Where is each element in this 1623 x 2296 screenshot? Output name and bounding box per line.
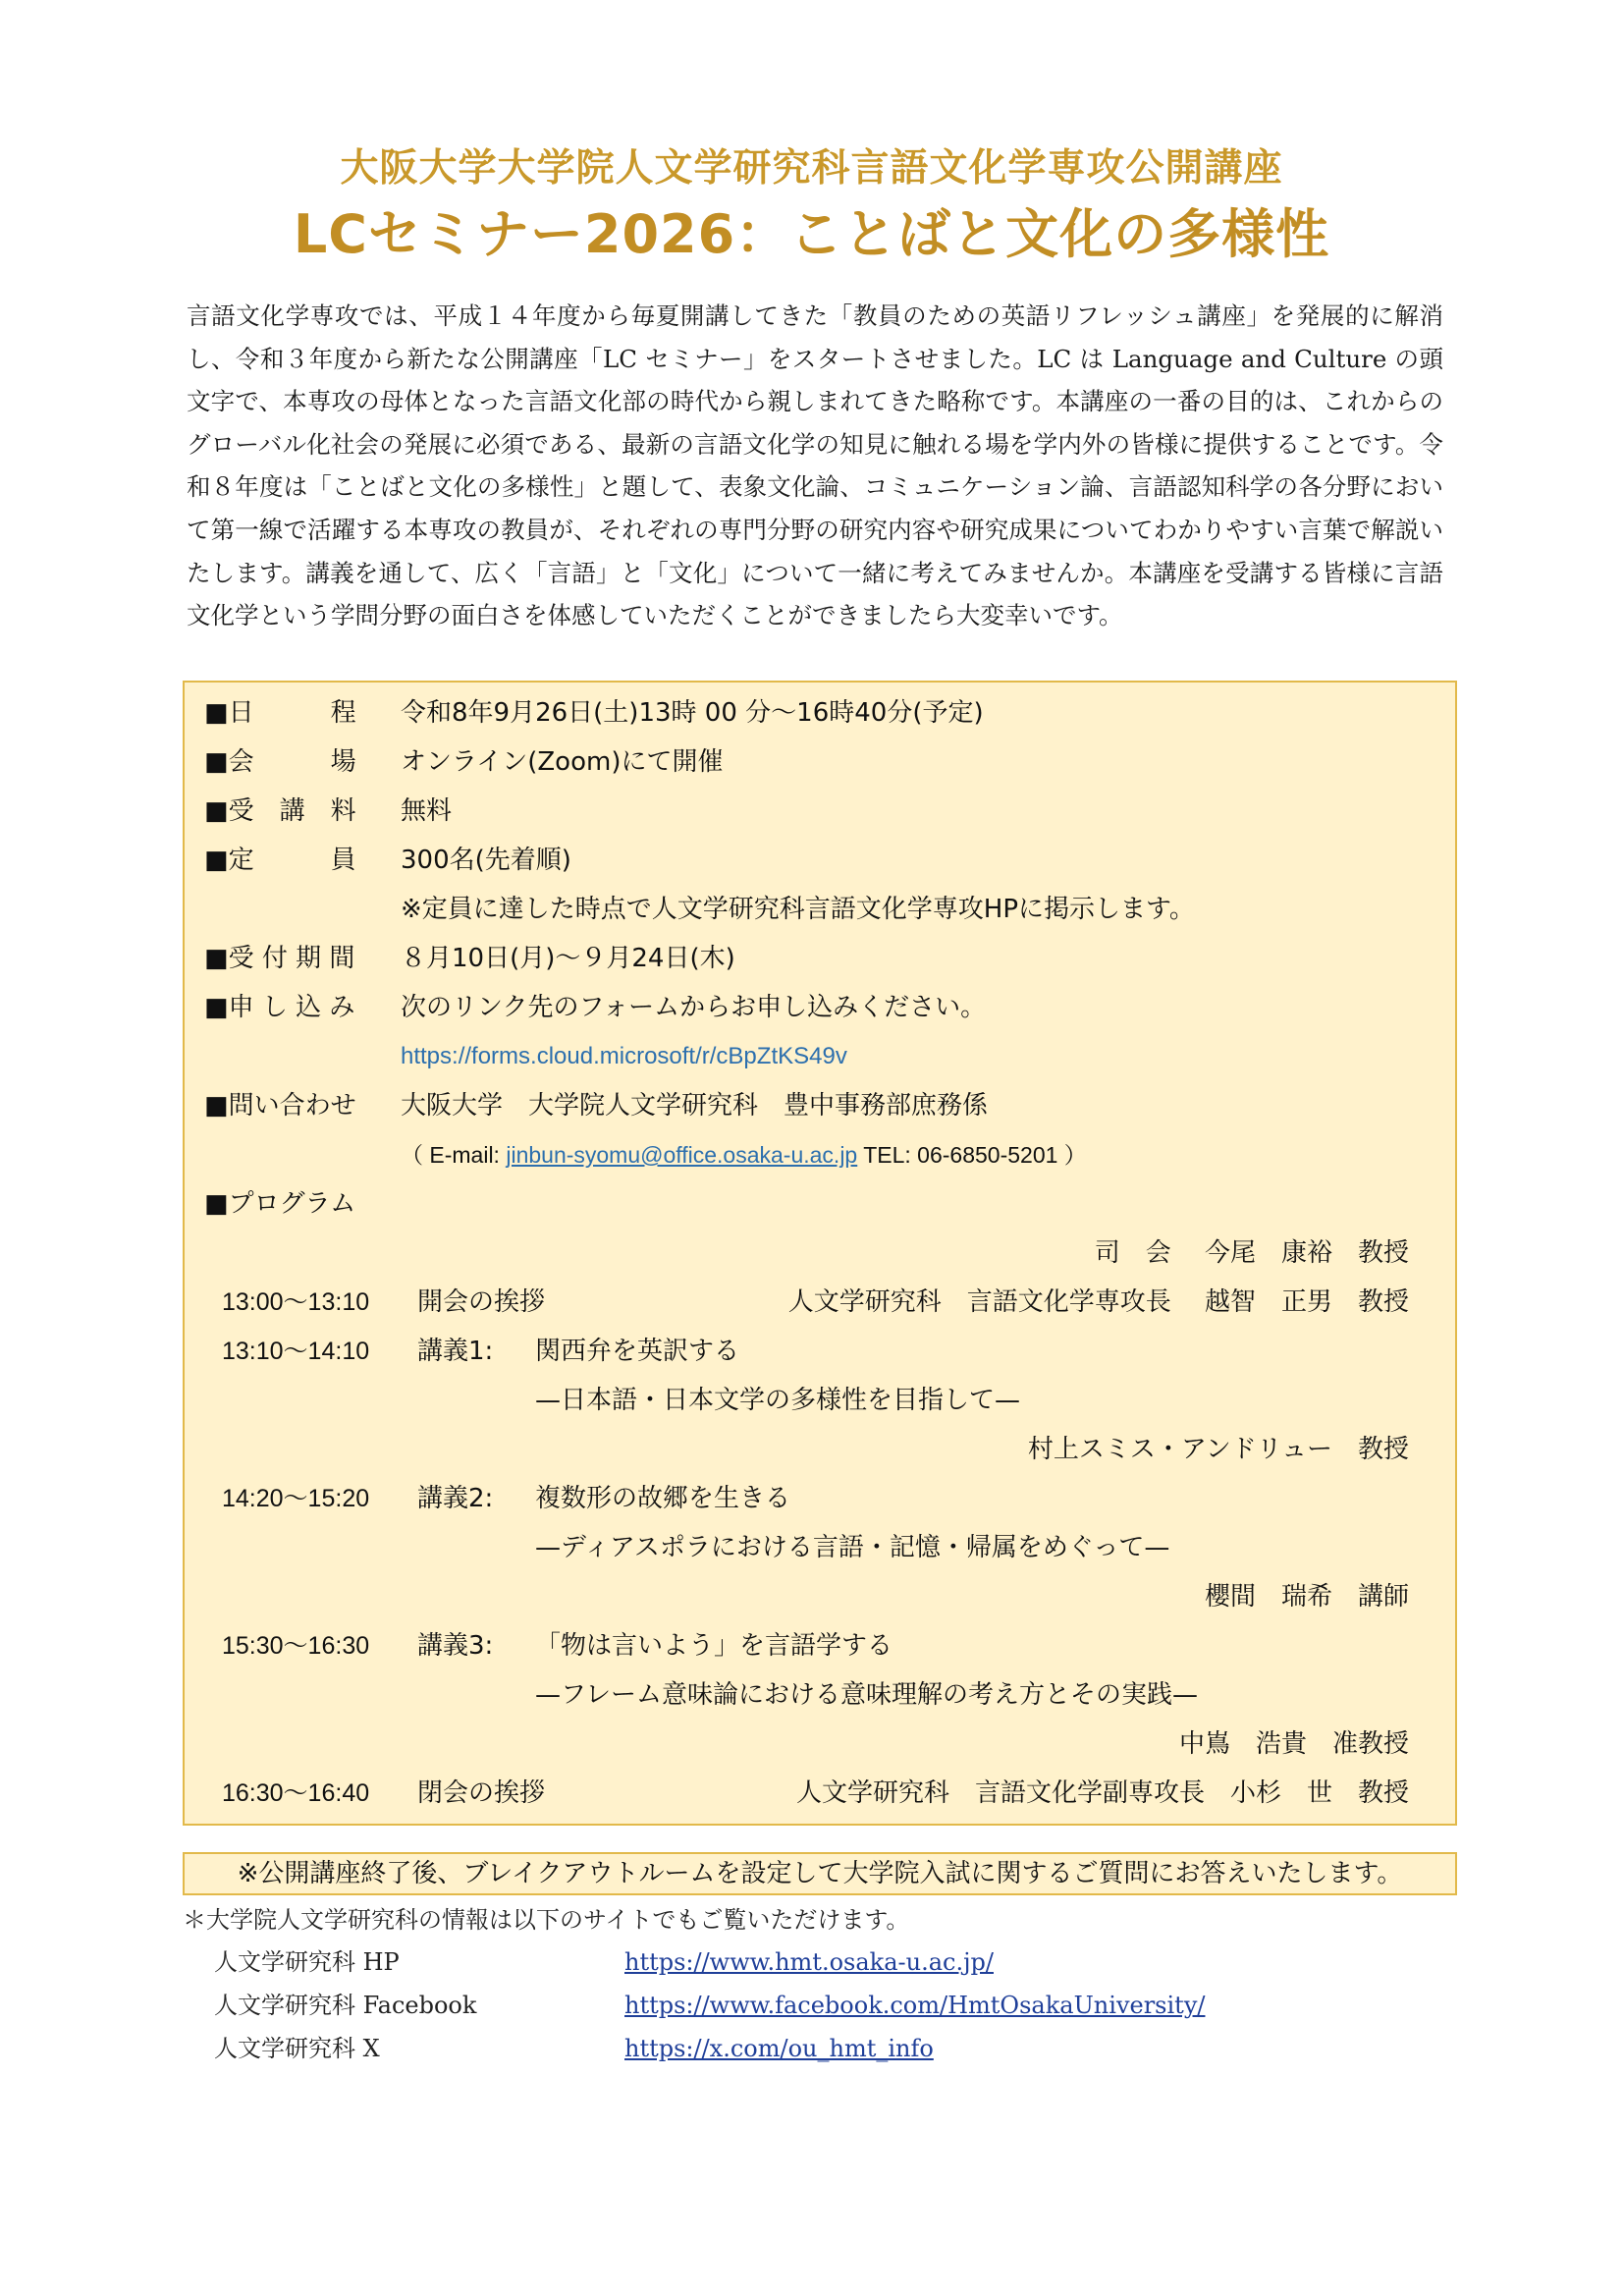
mc-row	[0, 1233, 1623, 1273]
contact-details	[401, 1135, 1087, 1175]
lecture1-time: 13:10～14:10	[222, 1338, 370, 1365]
lecture3-time: 15:30～16:30	[222, 1632, 370, 1660]
contact-label: ■問い合わせ	[204, 1091, 356, 1121]
lecture2-title: 複数形の故郷を生きる	[535, 1484, 791, 1513]
lecture3-speaker-row	[0, 1724, 1623, 1764]
x-link[interactable]: https://x.com/ou_hmt_info	[624, 2035, 934, 2062]
apply-value: 次のリンク先のフォームからお申し込みください。	[401, 993, 987, 1022]
lecture2-time: 14:20～15:20	[222, 1485, 370, 1512]
page-title: 大阪大学大学院人文学研究科言語文化学専攻公開講座	[340, 146, 1283, 191]
capacity-value: 300名(先着順)	[401, 846, 571, 875]
contact-email-link[interactable]: jinbun-syomu@office.osaka-u.ac.jp	[506, 1142, 858, 1168]
period-value: ８月10日(月)～９月24日(木)	[401, 944, 735, 973]
hp-link[interactable]: https://www.hmt.osaka-u.ac.jp/	[624, 1948, 994, 1976]
capacity-label: ■定 員	[204, 846, 356, 875]
footer-link-label: 人文学研究科 Facebook	[214, 1992, 477, 2019]
date-label: ■日 程	[204, 698, 356, 728]
lecture3-label: 講義3:	[417, 1631, 494, 1661]
contact-tel: TEL: 06-6850-5201 ）	[857, 1142, 1087, 1168]
opening-title: 開会の挨拶	[417, 1287, 546, 1317]
lecture2-subtitle-row	[0, 1528, 1623, 1567]
lecture1-title: 関西弁を英訳する	[535, 1337, 740, 1366]
footer-link-label: 人文学研究科 X	[214, 2035, 380, 2062]
lecture1-row	[0, 1332, 1623, 1371]
mc-text: 司 会 今尾 康裕 教授	[1094, 1238, 1409, 1268]
lecture2-row	[0, 1479, 1623, 1518]
opening-row	[0, 1283, 1623, 1322]
opening-time: 13:00～13:10	[222, 1288, 370, 1316]
lecture1-subtitle-row	[0, 1381, 1623, 1420]
closing-title: 閉会の挨拶	[417, 1778, 546, 1808]
lecture2-speaker-row	[0, 1577, 1623, 1616]
footer-note: ＊大学院人文学研究科の情報は以下のサイトでもご覧いただけます。	[183, 1906, 910, 1934]
lecture1-label: 講義1:	[417, 1337, 494, 1366]
capacity-note: ※定員に達した時点で人文学研究科言語文化学専攻HPに掲示します。	[401, 895, 1195, 924]
contact-value: 大阪大学 大学院人文学研究科 豊中事務部庶務係	[401, 1091, 989, 1121]
fee-label: ■受 講 料	[204, 796, 356, 826]
lecture1-speaker: 村上スミス・アンドリュー 教授	[1027, 1435, 1409, 1464]
closing-time: 16:30～16:40	[222, 1779, 370, 1807]
venue-label: ■会 場	[204, 747, 356, 777]
seminar-title: LCセミナー2026：ことばと文化の多様性	[293, 203, 1330, 265]
lecture2-label: 講義2:	[417, 1484, 494, 1513]
intro-paragraph: 言語文化学専攻では、平成１４年度から毎夏開講してきた「教員のための英語リフレッシュ講座」を発展的に解消し、令和３年度から新たな公開講座「LC セミナー」をスタートさせました。LC は Language and Culture の頭文字で、本専攻の母体となった言語文化部の時代から親しまれてきた略称です。本講座の一番の目的は、これからのグローバル化社会の発展に必須である、最新の言語文化学の知見に触れる場を学内外の皆様に提供することです。令和８年度は「ことばと文化の多様性」と題して、表象文化論、コミュニケーション論、言語認知科学の各分野において第一線で活躍する本専攻の教員が、それぞれの専門分野の研究内容や研究成果についてわかりやすい言葉で解説いたします。講義を通して、広く「言語」と「文化」について一緒に考えてみませんか。本講座を受講する皆様に言語文化学という学問分野の面白さを体感していただくことができましたら大変幸いです。	[187, 301, 1443, 630]
footer-link-label: 人文学研究科 HP	[214, 1948, 400, 1976]
lecture3-subtitle: —フレーム意味論における意味理解の考え方とその実践—	[535, 1680, 1198, 1710]
lecture1-speaker-row	[0, 1430, 1623, 1469]
lecture3-title: 「物は言いよう」を言語学する	[535, 1631, 893, 1661]
period-label: ■受 付 期 間	[204, 944, 355, 973]
facebook-link[interactable]: https://www.facebook.com/HmtOsakaUniversity/	[624, 1992, 1206, 2019]
program-label: ■プログラム	[204, 1189, 356, 1219]
closing-row	[0, 1774, 1623, 1813]
venue-value: オンライン(Zoom)にて開催	[401, 747, 724, 777]
apply-label: ■申 し 込 み	[204, 993, 355, 1022]
lecture3-subtitle-row	[0, 1675, 1623, 1715]
opening-speaker: 人文学研究科 言語文化学専攻長 越智 正男 教授	[787, 1287, 1409, 1317]
contact-open: （ E-mail:	[401, 1142, 507, 1168]
closing-speaker: 人文学研究科 言語文化学副専攻長 小杉 世 教授	[795, 1778, 1409, 1808]
lecture2-speaker: 櫻間 瑞希 講師	[1204, 1582, 1409, 1612]
application-form-link[interactable]: https://forms.cloud.microsoft/r/cBpZtKS49v	[401, 1043, 847, 1069]
lecture3-speaker: 中嶌 浩貴 准教授	[1178, 1729, 1409, 1759]
lecture2-subtitle: —ディアスポラにおける言語・記憶・帰属をめぐって—	[535, 1533, 1170, 1562]
breakout-notice: ※公開講座終了後、ブレイクアウトルームを設定して大学院入試に関するご質問にお答えいたします。	[183, 1852, 1457, 1895]
fee-value: 無料	[401, 796, 453, 826]
lecture1-subtitle: —日本語・日本文学の多様性を目指して—	[535, 1386, 1021, 1415]
date-value: 令和8年9月26日(土)13時 00 分～16時40分(予定)	[401, 698, 984, 728]
lecture3-row	[0, 1626, 1623, 1666]
